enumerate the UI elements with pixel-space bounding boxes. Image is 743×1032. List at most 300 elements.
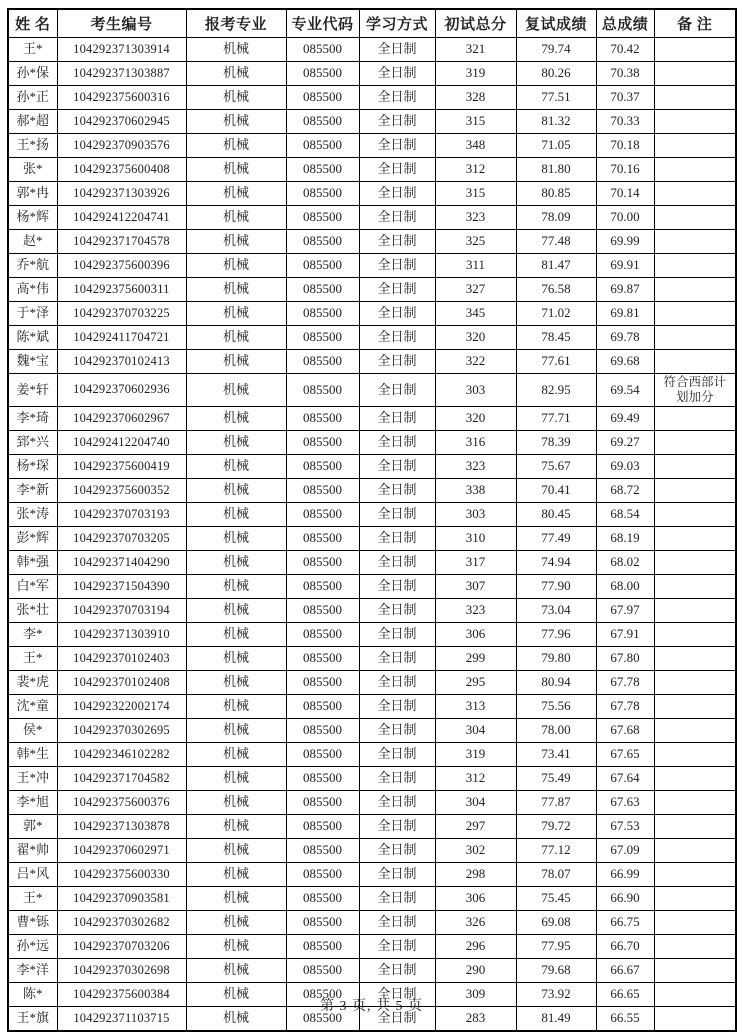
cell-major: 机械 xyxy=(186,206,286,230)
cell-major: 机械 xyxy=(186,791,286,815)
cell-retest-score: 79.80 xyxy=(516,647,596,671)
cell-major: 机械 xyxy=(186,959,286,983)
cell-initial-score: 325 xyxy=(435,230,516,254)
cell-major-code: 085500 xyxy=(286,527,359,551)
cell-total-score: 70.18 xyxy=(596,134,654,158)
cell-major-code: 085500 xyxy=(286,671,359,695)
cell-major-code: 085500 xyxy=(286,983,359,1007)
cell-name: 王* xyxy=(8,38,57,62)
cell-retest-score: 78.07 xyxy=(516,863,596,887)
table-row xyxy=(8,719,736,743)
cell-name: 王*扬 xyxy=(8,134,57,158)
cell-candidate-id: 104292375600330 xyxy=(57,863,186,887)
cell-study-mode: 全日制 xyxy=(359,254,435,278)
cell-initial-score: 319 xyxy=(435,62,516,86)
cell-note: 符合西部计划加分 xyxy=(654,374,736,407)
cell-study-mode: 全日制 xyxy=(359,455,435,479)
cell-initial-score: 290 xyxy=(435,959,516,983)
cell-major-code: 085500 xyxy=(286,62,359,86)
cell-initial-score: 304 xyxy=(435,719,516,743)
cell-candidate-id: 104292375600384 xyxy=(57,983,186,1007)
cell-initial-score: 323 xyxy=(435,206,516,230)
cell-candidate-id: 104292370102413 xyxy=(57,350,186,374)
cell-retest-score: 77.12 xyxy=(516,839,596,863)
cell-name: 乔*航 xyxy=(8,254,57,278)
cell-major: 机械 xyxy=(186,455,286,479)
cell-study-mode: 全日制 xyxy=(359,791,435,815)
cell-note xyxy=(654,935,736,959)
table-row xyxy=(8,959,736,983)
cell-candidate-id: 104292370102403 xyxy=(57,647,186,671)
cell-major-code: 085500 xyxy=(286,86,359,110)
cell-major-code: 085500 xyxy=(286,767,359,791)
cell-major-code: 085500 xyxy=(286,38,359,62)
cell-total-score: 67.78 xyxy=(596,671,654,695)
table-row xyxy=(8,671,736,695)
table-row xyxy=(8,278,736,302)
cell-candidate-id: 104292371504390 xyxy=(57,575,186,599)
cell-major: 机械 xyxy=(186,431,286,455)
cell-major-code: 085500 xyxy=(286,182,359,206)
cell-name: 陈*斌 xyxy=(8,326,57,350)
cell-study-mode: 全日制 xyxy=(359,374,435,407)
cell-name: 吕*风 xyxy=(8,863,57,887)
cell-initial-score: 323 xyxy=(435,455,516,479)
cell-major-code: 085500 xyxy=(286,206,359,230)
cell-total-score: 69.99 xyxy=(596,230,654,254)
cell-candidate-id: 104292371704582 xyxy=(57,767,186,791)
table-row xyxy=(8,374,736,407)
cell-total-score: 67.09 xyxy=(596,839,654,863)
cell-retest-score: 74.94 xyxy=(516,551,596,575)
cell-total-score: 70.37 xyxy=(596,86,654,110)
cell-major: 机械 xyxy=(186,1007,286,1032)
cell-total-score: 70.16 xyxy=(596,158,654,182)
cell-initial-score: 297 xyxy=(435,815,516,839)
cell-retest-score: 79.68 xyxy=(516,959,596,983)
cell-initial-score: 303 xyxy=(435,374,516,407)
cell-name: 沈*童 xyxy=(8,695,57,719)
cell-total-score: 70.42 xyxy=(596,38,654,62)
cell-retest-score: 73.04 xyxy=(516,599,596,623)
cell-name: 孙*正 xyxy=(8,86,57,110)
cell-name: 李*琦 xyxy=(8,407,57,431)
cell-name: 李*旭 xyxy=(8,791,57,815)
cell-major: 机械 xyxy=(186,134,286,158)
cell-retest-score: 77.90 xyxy=(516,575,596,599)
column-header-candidate-id: 考生编号 xyxy=(57,9,186,38)
cell-major-code: 085500 xyxy=(286,791,359,815)
cell-name: 张*涛 xyxy=(8,503,57,527)
admission-results-table xyxy=(7,8,737,1032)
table-row xyxy=(8,302,736,326)
cell-total-score: 69.68 xyxy=(596,350,654,374)
table-header-row xyxy=(8,9,736,38)
cell-total-score: 67.64 xyxy=(596,767,654,791)
cell-total-score: 66.90 xyxy=(596,887,654,911)
cell-name: 曹*铄 xyxy=(8,911,57,935)
table-row xyxy=(8,38,736,62)
cell-candidate-id: 104292370302698 xyxy=(57,959,186,983)
cell-retest-score: 80.45 xyxy=(516,503,596,527)
cell-name: 魏*宝 xyxy=(8,350,57,374)
cell-note xyxy=(654,671,736,695)
page-number-footer: 第 3 页, 共 5 页 xyxy=(320,999,423,1014)
cell-total-score: 68.72 xyxy=(596,479,654,503)
table-row xyxy=(8,647,736,671)
results-table-body xyxy=(8,38,736,1032)
cell-total-score: 69.81 xyxy=(596,302,654,326)
cell-name: 王*冲 xyxy=(8,767,57,791)
cell-total-score: 69.91 xyxy=(596,254,654,278)
cell-study-mode: 全日制 xyxy=(359,158,435,182)
cell-candidate-id: 104292370602971 xyxy=(57,839,186,863)
cell-name: 郭*冉 xyxy=(8,182,57,206)
column-header-initial-score: 初试总分 xyxy=(435,9,516,38)
cell-retest-score: 76.58 xyxy=(516,278,596,302)
cell-total-score: 68.54 xyxy=(596,503,654,527)
cell-retest-score: 77.49 xyxy=(516,527,596,551)
cell-study-mode: 全日制 xyxy=(359,935,435,959)
cell-candidate-id: 104292370302695 xyxy=(57,719,186,743)
cell-study-mode: 全日制 xyxy=(359,839,435,863)
cell-major: 机械 xyxy=(186,863,286,887)
cell-total-score: 67.53 xyxy=(596,815,654,839)
cell-major-code: 085500 xyxy=(286,911,359,935)
cell-major: 机械 xyxy=(186,407,286,431)
cell-name: 白*军 xyxy=(8,575,57,599)
cell-study-mode: 全日制 xyxy=(359,278,435,302)
cell-note xyxy=(654,479,736,503)
cell-major: 机械 xyxy=(186,983,286,1007)
cell-initial-score: 298 xyxy=(435,863,516,887)
cell-total-score: 66.55 xyxy=(596,1007,654,1032)
cell-candidate-id: 104292370602936 xyxy=(57,374,186,407)
cell-total-score: 69.27 xyxy=(596,431,654,455)
cell-note xyxy=(654,647,736,671)
cell-total-score: 68.02 xyxy=(596,551,654,575)
cell-major-code: 085500 xyxy=(286,134,359,158)
cell-major: 机械 xyxy=(186,599,286,623)
cell-note xyxy=(654,911,736,935)
cell-major: 机械 xyxy=(186,743,286,767)
cell-study-mode: 全日制 xyxy=(359,743,435,767)
cell-retest-score: 81.32 xyxy=(516,110,596,134)
cell-major-code: 085500 xyxy=(286,839,359,863)
cell-major-code: 085500 xyxy=(286,719,359,743)
cell-candidate-id: 104292412204741 xyxy=(57,206,186,230)
cell-name: 韩*强 xyxy=(8,551,57,575)
table-row xyxy=(8,503,736,527)
cell-candidate-id: 104292370102408 xyxy=(57,671,186,695)
cell-study-mode: 全日制 xyxy=(359,551,435,575)
cell-major: 机械 xyxy=(186,230,286,254)
cell-major: 机械 xyxy=(186,326,286,350)
cell-retest-score: 77.48 xyxy=(516,230,596,254)
cell-major-code: 085500 xyxy=(286,575,359,599)
cell-retest-score: 81.49 xyxy=(516,1007,596,1032)
cell-total-score: 68.00 xyxy=(596,575,654,599)
cell-study-mode: 全日制 xyxy=(359,206,435,230)
cell-initial-score: 313 xyxy=(435,695,516,719)
cell-retest-score: 80.94 xyxy=(516,671,596,695)
cell-total-score: 67.78 xyxy=(596,695,654,719)
cell-candidate-id: 104292375600311 xyxy=(57,278,186,302)
cell-note xyxy=(654,62,736,86)
cell-initial-score: 312 xyxy=(435,158,516,182)
cell-candidate-id: 104292370703193 xyxy=(57,503,186,527)
cell-total-score: 67.97 xyxy=(596,599,654,623)
cell-total-score: 69.87 xyxy=(596,278,654,302)
table-row xyxy=(8,407,736,431)
cell-retest-score: 77.96 xyxy=(516,623,596,647)
cell-candidate-id: 104292375600376 xyxy=(57,791,186,815)
cell-retest-score: 75.49 xyxy=(516,767,596,791)
cell-retest-score: 77.51 xyxy=(516,86,596,110)
cell-major: 机械 xyxy=(186,671,286,695)
cell-major-code: 085500 xyxy=(286,887,359,911)
table-row xyxy=(8,254,736,278)
table-row xyxy=(8,767,736,791)
cell-note xyxy=(654,959,736,983)
cell-candidate-id: 104292375600396 xyxy=(57,254,186,278)
cell-note xyxy=(654,575,736,599)
table-row xyxy=(8,911,736,935)
cell-note xyxy=(654,599,736,623)
cell-note xyxy=(654,158,736,182)
cell-major-code: 085500 xyxy=(286,647,359,671)
cell-study-mode: 全日制 xyxy=(359,38,435,62)
cell-name: 王* xyxy=(8,647,57,671)
cell-name: 彭*辉 xyxy=(8,527,57,551)
cell-note xyxy=(654,743,736,767)
cell-note xyxy=(654,887,736,911)
cell-major: 机械 xyxy=(186,182,286,206)
table-row xyxy=(8,791,736,815)
cell-note xyxy=(654,407,736,431)
cell-total-score: 67.91 xyxy=(596,623,654,647)
column-header-retest-score: 复试成绩 xyxy=(516,9,596,38)
cell-major: 机械 xyxy=(186,719,286,743)
cell-retest-score: 78.45 xyxy=(516,326,596,350)
cell-major-code: 085500 xyxy=(286,743,359,767)
table-row xyxy=(8,350,736,374)
cell-total-score: 69.54 xyxy=(596,374,654,407)
cell-initial-score: 307 xyxy=(435,575,516,599)
table-header xyxy=(8,9,736,38)
cell-name: 张* xyxy=(8,158,57,182)
cell-major: 机械 xyxy=(186,374,286,407)
cell-total-score: 66.75 xyxy=(596,911,654,935)
cell-study-mode: 全日制 xyxy=(359,575,435,599)
cell-note xyxy=(654,350,736,374)
cell-study-mode: 全日制 xyxy=(359,695,435,719)
cell-retest-score: 78.09 xyxy=(516,206,596,230)
cell-total-score: 69.49 xyxy=(596,407,654,431)
cell-name: 裴*虎 xyxy=(8,671,57,695)
cell-note xyxy=(654,110,736,134)
cell-candidate-id: 104292322002174 xyxy=(57,695,186,719)
table-row xyxy=(8,326,736,350)
cell-name: 姜*轩 xyxy=(8,374,57,407)
cell-total-score: 66.67 xyxy=(596,959,654,983)
cell-major-code: 085500 xyxy=(286,407,359,431)
cell-initial-score: 302 xyxy=(435,839,516,863)
cell-name: 孙*保 xyxy=(8,62,57,86)
cell-initial-score: 322 xyxy=(435,350,516,374)
cell-major: 机械 xyxy=(186,86,286,110)
cell-major: 机械 xyxy=(186,479,286,503)
cell-candidate-id: 104292371303878 xyxy=(57,815,186,839)
cell-name: 赵* xyxy=(8,230,57,254)
cell-major-code: 085500 xyxy=(286,815,359,839)
cell-total-score: 69.78 xyxy=(596,326,654,350)
cell-name: 侯* xyxy=(8,719,57,743)
cell-study-mode: 全日制 xyxy=(359,983,435,1007)
cell-note xyxy=(654,839,736,863)
cell-study-mode: 全日制 xyxy=(359,647,435,671)
cell-note xyxy=(654,623,736,647)
cell-candidate-id: 104292371103715 xyxy=(57,1007,186,1032)
cell-candidate-id: 104292370602945 xyxy=(57,110,186,134)
cell-candidate-id: 104292371404290 xyxy=(57,551,186,575)
cell-major: 机械 xyxy=(186,815,286,839)
cell-study-mode: 全日制 xyxy=(359,110,435,134)
cell-total-score: 70.38 xyxy=(596,62,654,86)
table-row xyxy=(8,551,736,575)
cell-study-mode: 全日制 xyxy=(359,1007,435,1032)
table-row xyxy=(8,623,736,647)
cell-major: 机械 xyxy=(186,623,286,647)
cell-major-code: 085500 xyxy=(286,230,359,254)
cell-total-score: 68.19 xyxy=(596,527,654,551)
cell-major-code: 085500 xyxy=(286,935,359,959)
cell-major: 机械 xyxy=(186,911,286,935)
cell-study-mode: 全日制 xyxy=(359,62,435,86)
cell-initial-score: 316 xyxy=(435,431,516,455)
cell-major: 机械 xyxy=(186,350,286,374)
cell-candidate-id: 104292411704721 xyxy=(57,326,186,350)
cell-note xyxy=(654,767,736,791)
cell-retest-score: 75.67 xyxy=(516,455,596,479)
table-row xyxy=(8,815,736,839)
cell-major-code: 085500 xyxy=(286,374,359,407)
cell-candidate-id: 104292375600419 xyxy=(57,455,186,479)
table-row xyxy=(8,695,736,719)
cell-major: 机械 xyxy=(186,62,286,86)
cell-study-mode: 全日制 xyxy=(359,407,435,431)
cell-note xyxy=(654,863,736,887)
cell-name: 翟*帅 xyxy=(8,839,57,863)
cell-candidate-id: 104292375600352 xyxy=(57,479,186,503)
cell-study-mode: 全日制 xyxy=(359,767,435,791)
cell-study-mode: 全日制 xyxy=(359,182,435,206)
cell-study-mode: 全日制 xyxy=(359,671,435,695)
cell-candidate-id: 104292370703194 xyxy=(57,599,186,623)
cell-retest-score: 71.02 xyxy=(516,302,596,326)
cell-study-mode: 全日制 xyxy=(359,503,435,527)
cell-major: 机械 xyxy=(186,278,286,302)
cell-name: 杨*琛 xyxy=(8,455,57,479)
table-row xyxy=(8,479,736,503)
table-row xyxy=(8,86,736,110)
cell-note xyxy=(654,503,736,527)
cell-major-code: 085500 xyxy=(286,503,359,527)
column-header-name: 姓 名 xyxy=(8,9,57,38)
cell-initial-score: 311 xyxy=(435,254,516,278)
cell-initial-score: 328 xyxy=(435,86,516,110)
cell-total-score: 67.80 xyxy=(596,647,654,671)
cell-candidate-id: 104292371303914 xyxy=(57,38,186,62)
cell-retest-score: 69.08 xyxy=(516,911,596,935)
cell-note xyxy=(654,278,736,302)
cell-initial-score: 315 xyxy=(435,182,516,206)
cell-study-mode: 全日制 xyxy=(359,350,435,374)
table-row xyxy=(8,431,736,455)
table-row xyxy=(8,575,736,599)
cell-total-score: 69.03 xyxy=(596,455,654,479)
table-row xyxy=(8,527,736,551)
table-row xyxy=(8,182,736,206)
cell-initial-score: 338 xyxy=(435,479,516,503)
cell-major-code: 085500 xyxy=(286,863,359,887)
cell-total-score: 67.63 xyxy=(596,791,654,815)
cell-note xyxy=(654,815,736,839)
cell-note xyxy=(654,551,736,575)
cell-note xyxy=(654,791,736,815)
cell-name: 王* xyxy=(8,887,57,911)
cell-name: 陈* xyxy=(8,983,57,1007)
cell-initial-score: 296 xyxy=(435,935,516,959)
cell-major-code: 085500 xyxy=(286,455,359,479)
cell-study-mode: 全日制 xyxy=(359,863,435,887)
cell-initial-score: 345 xyxy=(435,302,516,326)
cell-name: 郅*兴 xyxy=(8,431,57,455)
cell-retest-score: 78.39 xyxy=(516,431,596,455)
table-row xyxy=(8,62,736,86)
cell-major: 机械 xyxy=(186,38,286,62)
cell-initial-score: 317 xyxy=(435,551,516,575)
cell-major-code: 085500 xyxy=(286,350,359,374)
cell-total-score: 67.65 xyxy=(596,743,654,767)
table-row xyxy=(8,206,736,230)
cell-retest-score: 73.92 xyxy=(516,983,596,1007)
cell-major: 机械 xyxy=(186,839,286,863)
cell-initial-score: 348 xyxy=(435,134,516,158)
cell-study-mode: 全日制 xyxy=(359,815,435,839)
cell-retest-score: 79.74 xyxy=(516,38,596,62)
cell-initial-score: 299 xyxy=(435,647,516,671)
cell-major: 机械 xyxy=(186,647,286,671)
cell-candidate-id: 104292375600316 xyxy=(57,86,186,110)
cell-major: 机械 xyxy=(186,527,286,551)
cell-study-mode: 全日制 xyxy=(359,719,435,743)
cell-major: 机械 xyxy=(186,254,286,278)
cell-name: 李*洋 xyxy=(8,959,57,983)
cell-retest-score: 75.56 xyxy=(516,695,596,719)
cell-initial-score: 320 xyxy=(435,407,516,431)
cell-retest-score: 82.95 xyxy=(516,374,596,407)
cell-major-code: 085500 xyxy=(286,431,359,455)
cell-study-mode: 全日制 xyxy=(359,599,435,623)
cell-study-mode: 全日制 xyxy=(359,959,435,983)
cell-initial-score: 306 xyxy=(435,887,516,911)
cell-major-code: 085500 xyxy=(286,302,359,326)
cell-name: 孙*远 xyxy=(8,935,57,959)
table-row xyxy=(8,839,736,863)
table-row xyxy=(8,134,736,158)
cell-candidate-id: 104292371303910 xyxy=(57,623,186,647)
